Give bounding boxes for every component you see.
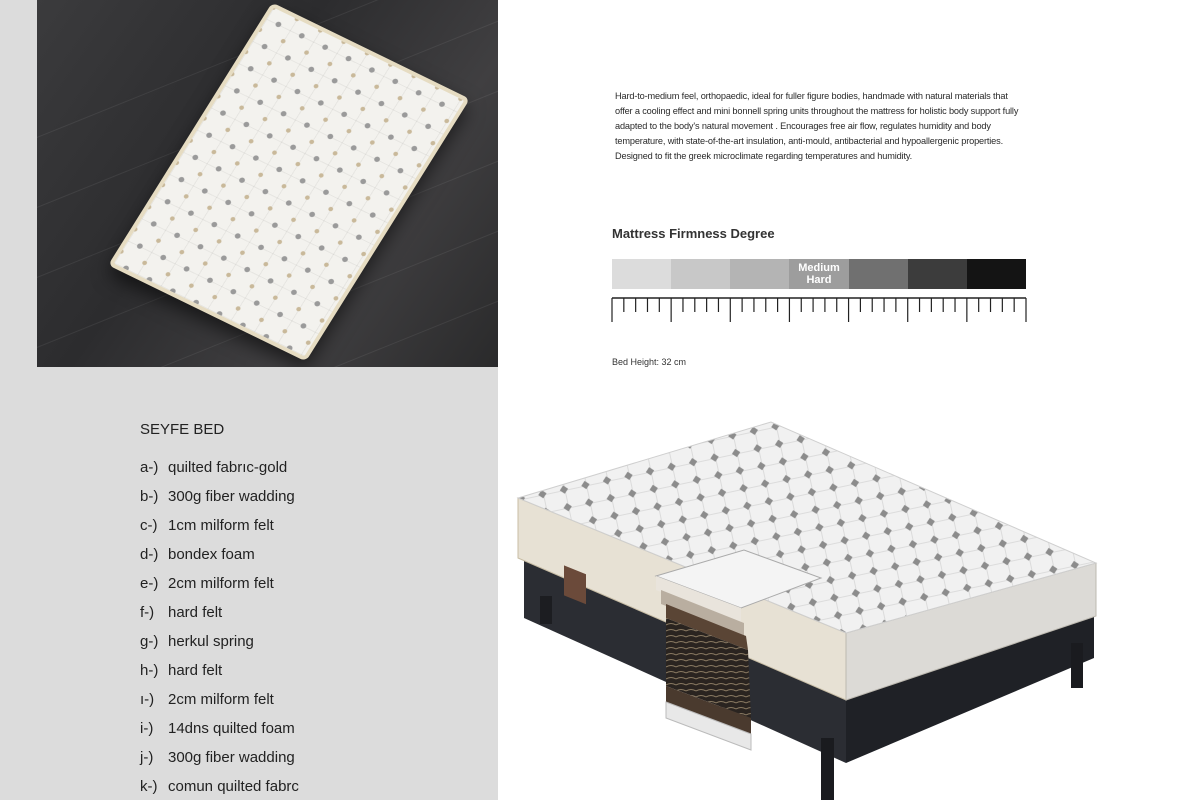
layer-item [140, 778, 299, 807]
product-name: SEYFE BED [140, 421, 225, 438]
bed-cutaway-illustration [516, 418, 1106, 800]
firmness-segment [967, 259, 1026, 289]
firmness-title: Mattress Firmness Degree [612, 226, 775, 241]
layer-item [140, 604, 299, 633]
layer-list [140, 459, 299, 807]
firmness-segment [789, 259, 848, 289]
layer-name: 1cm milform felt [168, 517, 274, 534]
layer-code: g-) [140, 633, 159, 650]
firmness-segment [849, 259, 908, 289]
layer-code: c-) [140, 517, 158, 534]
layer-item [140, 517, 299, 546]
layer-item [140, 488, 299, 517]
firmness-segment [908, 259, 967, 289]
layer-code: b-) [140, 488, 159, 505]
layer-code: e-) [140, 575, 159, 592]
layer-name: hard felt [168, 662, 223, 679]
layer-name: bondex foam [168, 546, 255, 563]
firmness-segment [612, 259, 671, 289]
layer-name: comun quilted fabrc [168, 778, 299, 795]
flat-mattress-image [108, 2, 470, 361]
layer-name: 2cm milform felt [168, 691, 274, 708]
bed-height: Bed Height: 32 cm [612, 357, 687, 367]
layer-code: f-) [140, 604, 155, 621]
layer-item [140, 662, 299, 691]
layer-name: hard felt [168, 604, 223, 621]
layer-item [140, 749, 299, 778]
firmness-scale [612, 259, 1026, 289]
layer-code: a-) [140, 459, 159, 476]
firmness-ruler [610, 295, 1028, 325]
layer-item [140, 720, 299, 749]
layer-name: 14dns quilted foam [168, 720, 295, 737]
layer-item [140, 546, 299, 575]
layer-item [140, 575, 299, 604]
product-description: Hard-to-medium feel, orthopaedic, ideal for fuller figure bodies, handmade with natural materials that offer a cooling effect and mini bonnell spring units throughout the mattress for holistic body support fully adapted to the body's natural movement . Encourages free air flow, regulates humidity and body temperature, with state-of-the-art insulation, anti-mould, antibacterial and hypoallergenic properties. Designed to fit the greek microclimate regarding temperatures and humidity. [615, 91, 1019, 161]
layer-code: i-) [140, 720, 154, 737]
mattress-top-photo [37, 0, 498, 367]
layer-code: j-) [140, 749, 154, 766]
layer-name: 300g fiber wadding [168, 749, 295, 766]
firmness-segment [671, 259, 730, 289]
firmness-segment [730, 259, 789, 289]
firmness-segment-label: Medium Hard [798, 262, 840, 286]
layer-code: k-) [140, 778, 158, 795]
layer-code: d-) [140, 546, 159, 563]
layer-item [140, 633, 299, 662]
layer-name: 300g fiber wadding [168, 488, 295, 505]
layer-item [140, 691, 299, 720]
layer-name: quilted fabrıc-gold [168, 459, 288, 476]
layer-name: herkul spring [168, 633, 254, 650]
layer-item [140, 459, 299, 488]
layer-code: ı-) [140, 691, 155, 708]
layer-code: h-) [140, 662, 159, 679]
layer-name: 2cm milform felt [168, 575, 274, 592]
